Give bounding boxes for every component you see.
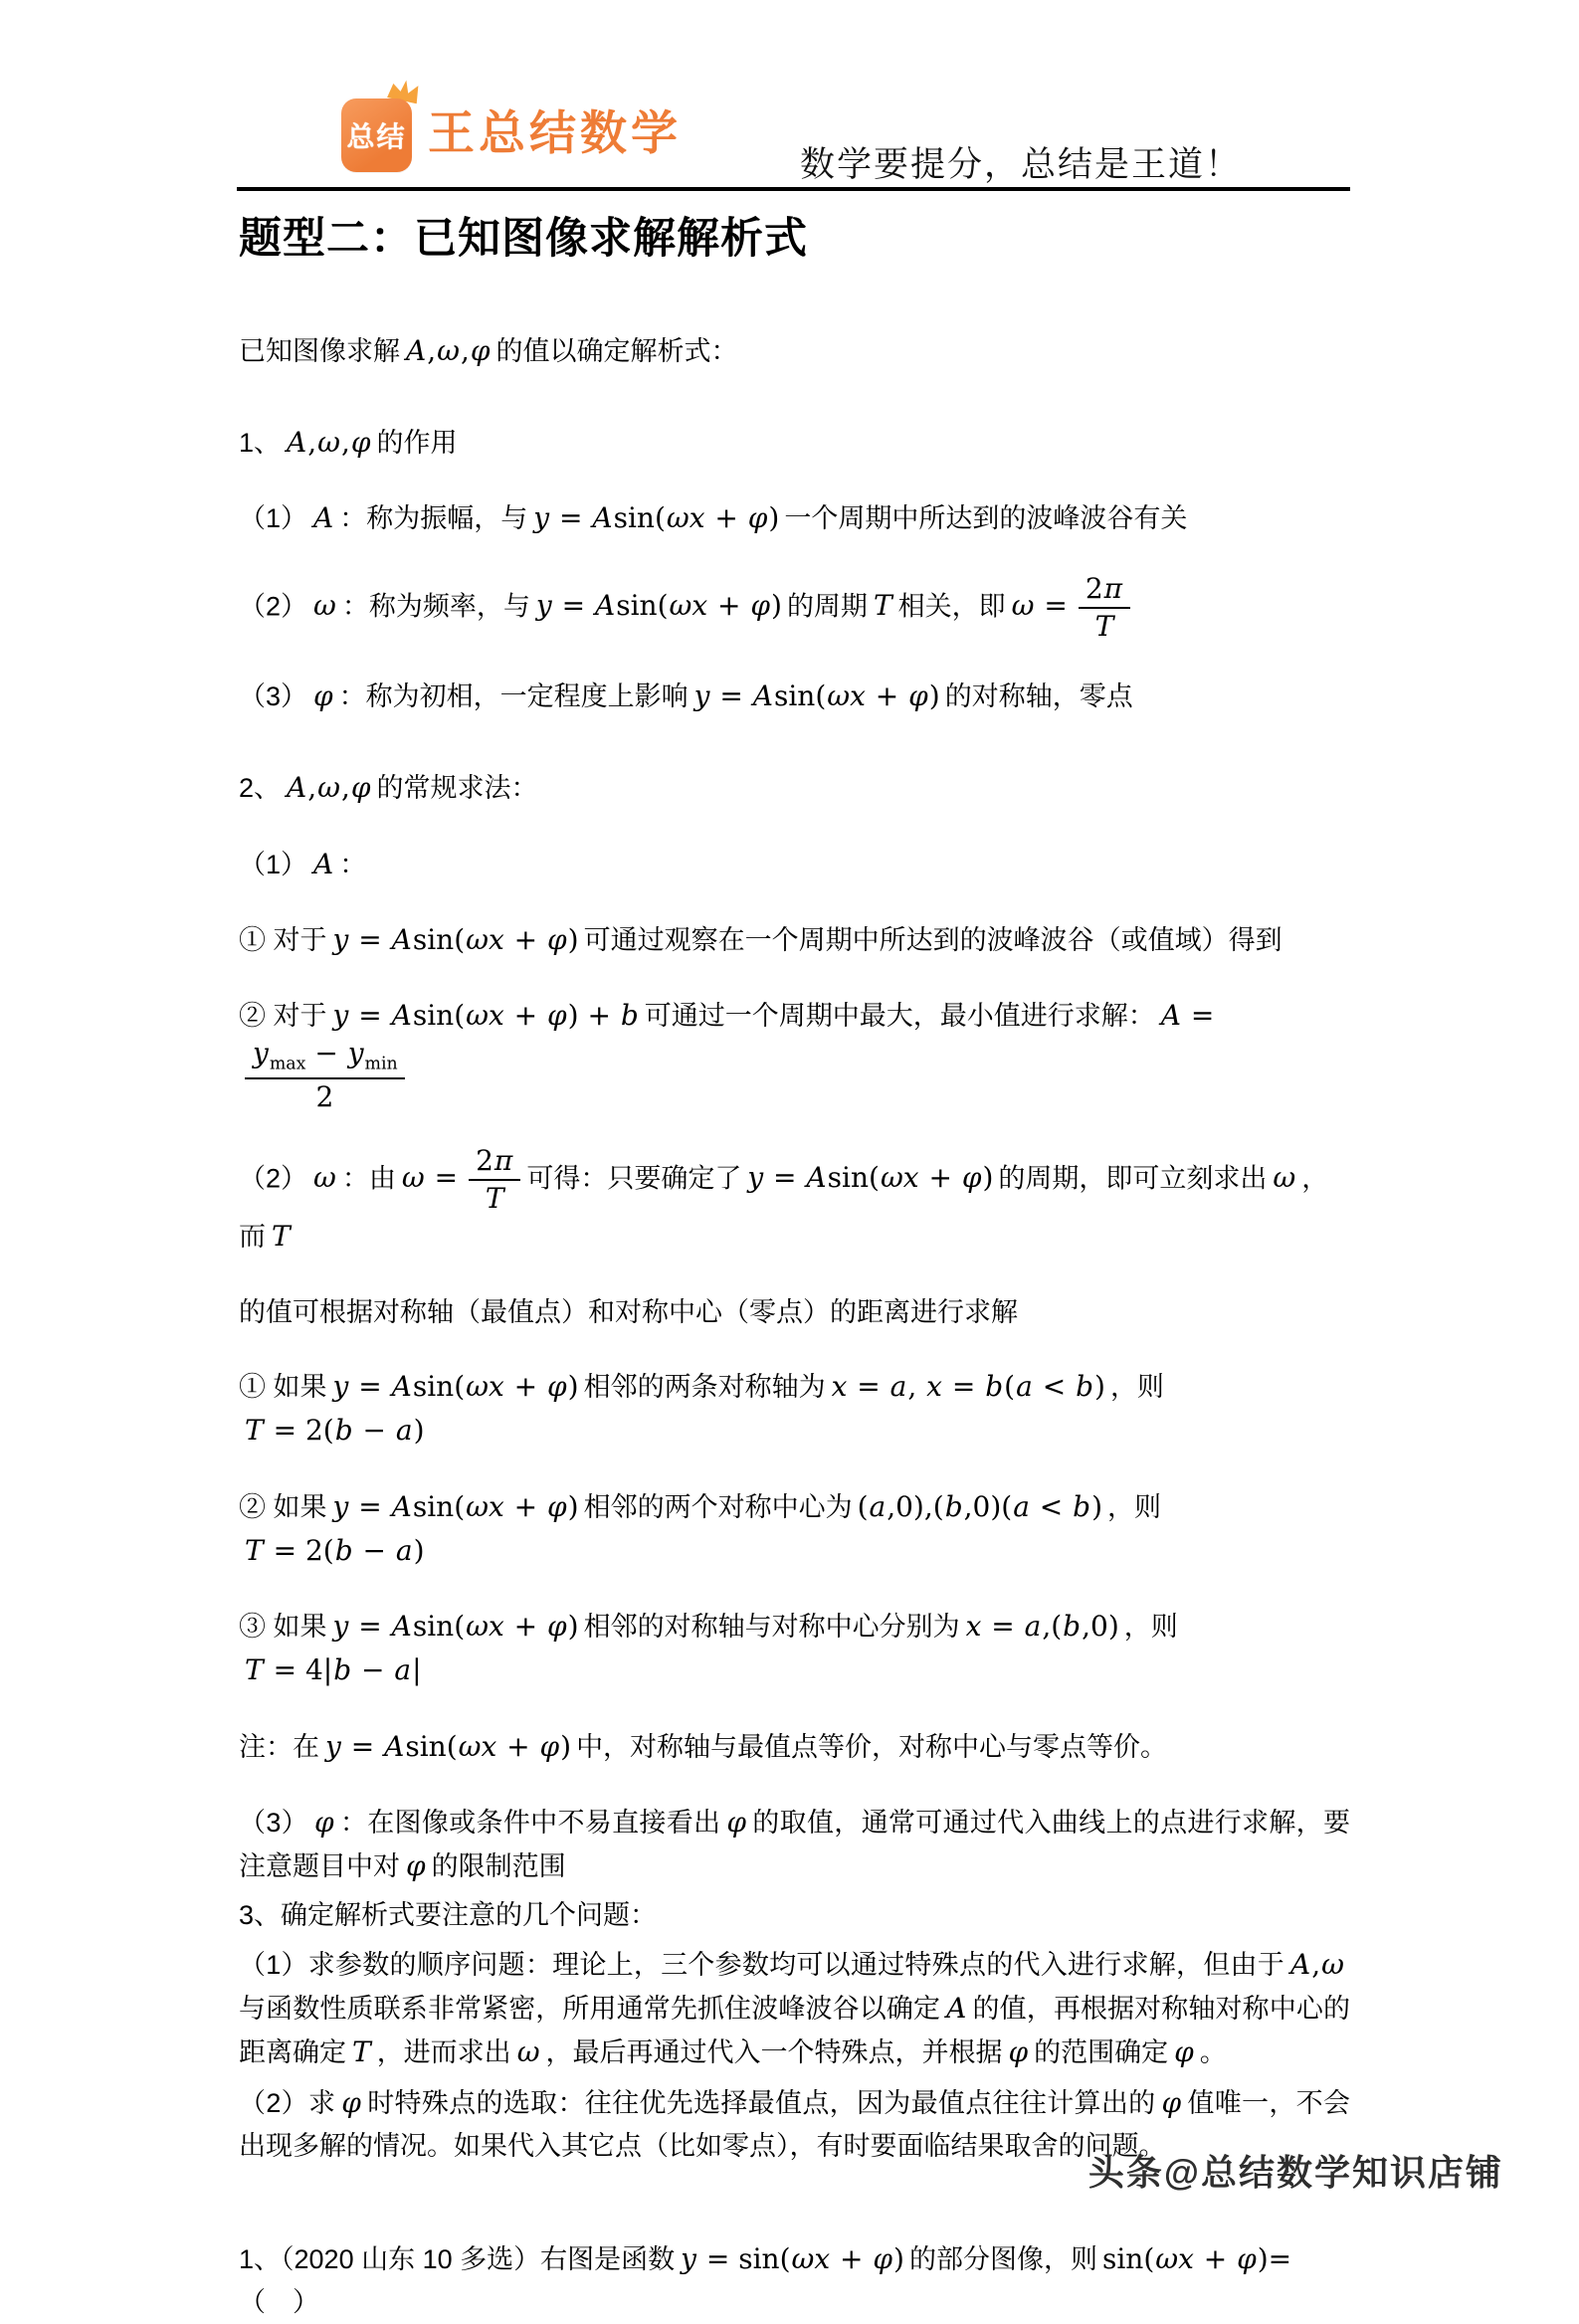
- paragraph: [239, 1365, 1350, 1452]
- paragraph: [239, 421, 1350, 465]
- math-run: T: [873, 589, 892, 623]
- text-run: ：: [339, 849, 367, 879]
- text-run: （2）求: [239, 2087, 336, 2118]
- paragraph: [239, 994, 1350, 1113]
- paragraph: [239, 496, 1350, 540]
- math-run: y = sin(ωx + φ): [681, 2241, 904, 2275]
- math-run: ω =: [1011, 589, 1068, 623]
- text-run: 的周期，即可立刻求出: [998, 1163, 1268, 1194]
- math-run: y = Asin(ωx + φ): [693, 679, 940, 713]
- paragraph: [239, 329, 1350, 373]
- paragraph: [239, 1291, 1350, 1334]
- text-run: ① 如果: [239, 1372, 327, 1403]
- content-column: [0, 189, 1579, 2324]
- math-run: A,ω,φ: [287, 771, 371, 805]
- math-fraction: $\frac{y_{max} - y_{min}}{2}$: [245, 1038, 405, 1113]
- text-run: 的值可根据对称轴（最值点）和对称中心（零点）的距离进行求解: [239, 1296, 1018, 1327]
- math-run: ω: [313, 589, 336, 623]
- text-run: ，则: [1109, 1372, 1164, 1403]
- brand-name: 王总结数学: [428, 106, 682, 159]
- text-run: ，则: [1107, 1491, 1162, 1522]
- paragraph: [239, 1894, 1350, 1937]
- math-run: y = Asin(ωx + φ) + b: [332, 999, 639, 1033]
- paragraph: [239, 1725, 1350, 1769]
- paragraph: [239, 573, 1350, 643]
- text-run: 的作用: [376, 428, 458, 459]
- text-run: 3、确定解析式要注意的几个问题：: [239, 1900, 658, 1931]
- text-run: 可通过一个周期中最大，最小值进行求解：: [644, 1001, 1155, 1032]
- paragraph: [239, 766, 1350, 810]
- paragraph: [239, 2237, 1350, 2324]
- math-run: ω: [516, 2035, 540, 2069]
- text-run: 的对称轴，零点: [944, 681, 1133, 712]
- text-run: ，最后再通过代入一个特殊点，并根据: [545, 2037, 1003, 2068]
- text-run: ，则: [1123, 1612, 1178, 1643]
- text-run: 的值以确定解析式：: [495, 336, 738, 366]
- text-run: 的周期: [786, 591, 868, 622]
- text-run: 1、: [239, 428, 282, 459]
- text-run: （ ）: [239, 2243, 1324, 2317]
- text-run: ：由: [341, 1163, 396, 1194]
- math-run: A: [313, 501, 334, 535]
- math-run: y = Asin(ωx + φ): [332, 1489, 579, 1523]
- text-run: ，而: [239, 1163, 1329, 1253]
- brand-slogan: 数学要提分，总结是王道！: [800, 145, 1243, 185]
- math-run: T = 2(b − a): [245, 1414, 425, 1448]
- brand-logo-text: 总结: [346, 121, 407, 152]
- math-run: sin(ωx + φ)=: [1101, 2241, 1292, 2275]
- paragraph: [239, 1801, 1350, 1888]
- text-run: 的部分图像，则: [908, 2243, 1097, 2274]
- math-run: ω =: [401, 1161, 459, 1195]
- text-run: 可得：只要确定了: [526, 1163, 742, 1194]
- math-run: φ: [406, 1849, 426, 1883]
- math-run: φ: [313, 679, 333, 713]
- math-run: φ: [313, 1805, 334, 1839]
- text-run: 。: [1199, 2037, 1227, 2068]
- math-run: y = Asin(ωx + φ): [535, 589, 782, 623]
- math-run: y = Asin(ωx + φ): [533, 501, 780, 535]
- paragraph: [239, 1485, 1350, 1573]
- math-run: φ: [726, 1805, 746, 1839]
- text-run: 一个周期中所达到的波峰波谷有关: [784, 503, 1188, 534]
- math-run: x = a,(b,0): [965, 1610, 1119, 1644]
- text-run: ：称为振幅，与: [339, 503, 528, 534]
- text-run: （2）: [239, 1163, 308, 1194]
- header: [0, 0, 1579, 189]
- page-title: 题型二：已知图像求解解析式: [239, 215, 808, 263]
- math-run: y = Asin(ωx + φ): [332, 1610, 579, 1644]
- text-run: 相邻的两条对称轴为: [583, 1372, 826, 1403]
- math-run: A,ω,φ: [287, 426, 371, 460]
- text-run: 相关，即: [897, 591, 1006, 622]
- math-run: x = a, x = b(a < b): [831, 1370, 1105, 1404]
- text-run: 中，对称轴与最值点等价，对称中心与零点等价。: [576, 1731, 1168, 1762]
- math-run: A: [313, 847, 334, 880]
- text-run: ：称为频率，与: [341, 591, 530, 622]
- math-run: y = Asin(ωx + φ): [332, 1370, 579, 1404]
- paragraph: [239, 918, 1350, 962]
- text-run: ② 对于: [239, 1001, 327, 1032]
- text-run: ① 对于: [239, 924, 327, 955]
- text-run: 值唯一，不会出现多解的情况。如果代入其它点（比如零点），有时要面临结果取舍的问题。: [239, 2087, 1350, 2161]
- math-run: y = Asin(ωx + φ): [747, 1161, 994, 1195]
- body-paragraphs: [239, 329, 1350, 2324]
- header-divider: [237, 187, 1350, 191]
- text-run: （2）: [239, 591, 308, 622]
- text-run: （1）: [239, 503, 308, 534]
- text-run: 的常规求法：: [376, 773, 538, 804]
- text-run: （1）求参数的顺序问题：理论上，三个参数均可以通过特殊点的代入进行求解，但由于: [239, 1950, 1285, 1981]
- text-run: ：在图像或条件中不易直接看出: [339, 1807, 721, 1838]
- text-run: 可通过观察在一个周期中所达到的波峰波谷（或值域）得到: [583, 924, 1283, 955]
- math-run: (a,0),(b,0)(a < b): [857, 1489, 1103, 1523]
- text-run: 2、: [239, 773, 282, 804]
- text-run: 的限制范围: [431, 1851, 566, 1882]
- math-run: φ: [341, 2085, 361, 2119]
- watermark: 头条@总结数学知识店铺: [1087, 2152, 1503, 2193]
- paragraph: [239, 1943, 1350, 2075]
- math-run: A,ω: [1290, 1948, 1344, 1982]
- math-run: T: [352, 2035, 371, 2069]
- math-run: A: [946, 1992, 967, 2026]
- paragraph: [239, 1145, 1350, 1259]
- paragraph: [239, 675, 1350, 718]
- text-run: 注：在: [239, 1731, 319, 1762]
- text-run: 的范围确定: [1034, 2037, 1169, 2068]
- math-run: T = 2(b − a): [245, 1533, 425, 1567]
- text-run: ，进而求出: [376, 2037, 511, 2068]
- text-run: 相邻的对称轴与对称中心分别为: [583, 1612, 960, 1643]
- math-run: φ: [1161, 2085, 1182, 2119]
- text-run: （3）: [239, 1807, 308, 1838]
- text-run: 时特殊点的选取：往往优先选择最值点，因为最值点往往计算出的: [366, 2087, 1156, 2118]
- math-run: ω: [313, 1161, 336, 1195]
- math-run: φ: [1174, 2035, 1194, 2069]
- text-run: 的取值，通常可通过代入曲线上的点进行求解，要注意题目中对: [239, 1807, 1350, 1882]
- brand-logo-badge: [341, 98, 412, 172]
- text-run: （1）: [239, 849, 308, 879]
- text-run: 与函数性质联系非常紧密，所用通常先抓住波峰波谷以确定: [239, 1994, 941, 2025]
- text-run: 已知图像求解: [239, 336, 400, 366]
- text-run: 1、（2020 山东 10 多选）右图是函数: [239, 2243, 676, 2274]
- text-run: 的值，再根据对称轴对称中心的距离确定: [239, 1994, 1351, 2068]
- math-run: ω: [1273, 1161, 1296, 1195]
- math-run: y = Asin(ωx + φ): [332, 922, 579, 956]
- paragraph: [239, 1605, 1350, 1692]
- text-run: 相邻的两个对称中心为: [583, 1491, 853, 1522]
- math-run: A,ω,φ: [406, 334, 491, 367]
- paragraph: [239, 843, 1350, 886]
- math-run: φ: [1008, 2035, 1029, 2069]
- math-fraction: $\frac{2\pi}{T}$: [469, 1145, 520, 1215]
- text-run: ：称为初相，一定程度上影响: [338, 681, 689, 712]
- math-run: y = Asin(ωx + φ): [325, 1729, 572, 1763]
- math-fraction: $\frac{2\pi}{T}$: [1079, 573, 1130, 643]
- text-run: ② 如果: [239, 1491, 327, 1522]
- math-run: T: [272, 1220, 291, 1254]
- text-run: （3）: [239, 681, 308, 712]
- text-run: ③ 如果: [239, 1612, 327, 1643]
- math-run: T = 4|b − a|: [245, 1653, 422, 1687]
- math-run: A =: [1160, 999, 1215, 1033]
